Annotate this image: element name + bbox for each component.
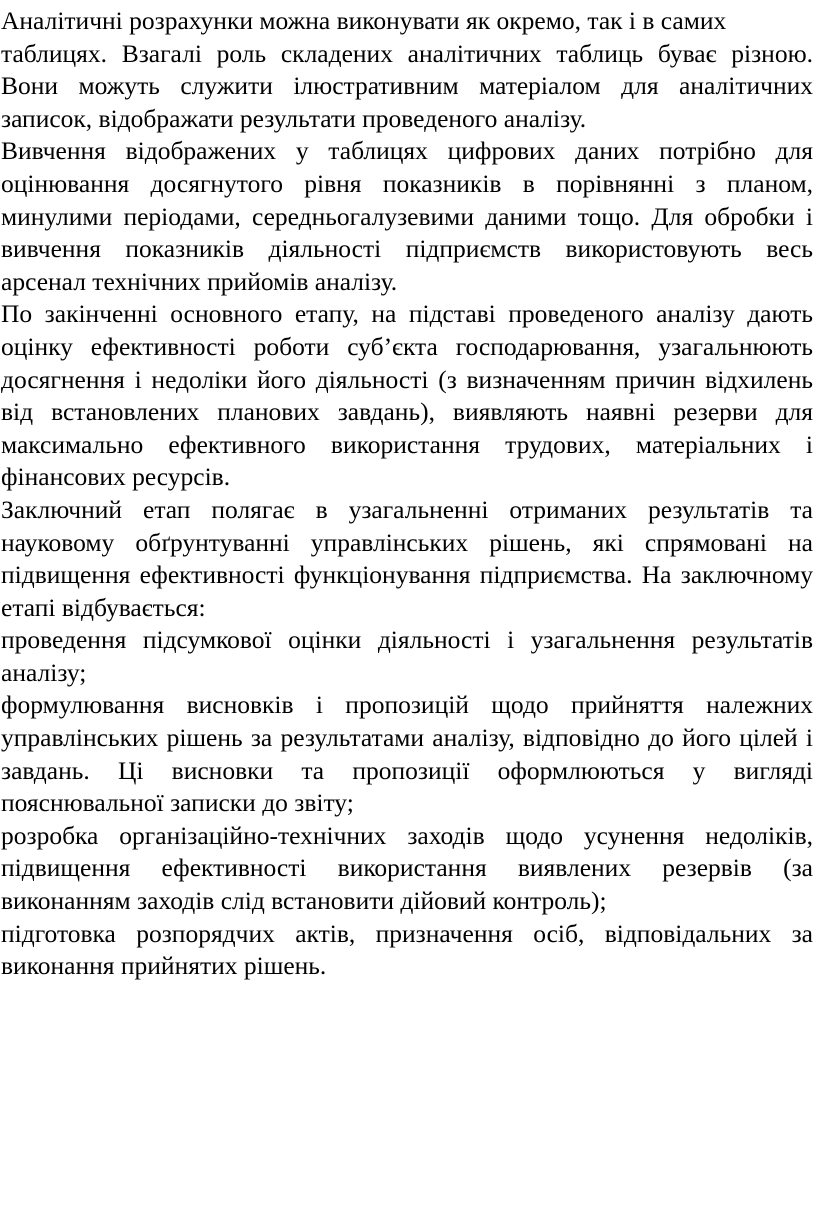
- paragraph-final-stage: [1, 494, 813, 624]
- paragraph-main-stage-completion: [1, 298, 813, 494]
- list-item-final-assessment: [1, 624, 813, 689]
- paragraph-line: Аналітичні розрахунки можна виконувати як окремо, так і в самих: [1, 6, 727, 35]
- paragraph-line: розробка організаційно-технічних заходів щодо усунення недоліків, підвищення ефективності використання виявлених резервів (за виконанням заходів слід встановити дійовий контроль);: [1, 820, 813, 916]
- paragraph-analytical-calculations: [1, 5, 813, 135]
- list-item-administrative-acts: [1, 918, 813, 983]
- list-item-measures: [1, 820, 813, 918]
- paragraph-table-data-study: [1, 135, 813, 298]
- paragraph-line: По закінченні основного етапу, на підставі проведеного аналізу дають оцінку ефективності роботи суб’єкта господарювання, узагальнюють досягнення і недоліки його діяльності (з визначенням причин відхилень від встановлених планових завдань), виявляють наявні резерви для максимально ефективного використання трудових, матеріальних і фінансових ресурсів.: [1, 299, 813, 492]
- paragraph-line: Заключний етап полягає в узагальненні отриманих результатів та науковому обґрунтуванні управлінських рішень, які спрямовані на підвищення ефективності функціонування підприємства. На заключному етапі відбувається:: [1, 494, 813, 622]
- paragraph-line: формулювання висновків і пропозицій щодо прийняття належних управлінських рішень за результатами аналізу, відповідно до його цілей і завдань. Ці висновки та пропозиції оформлюються у вигляді пояснювальної записки до звіту;: [1, 690, 813, 818]
- paragraph-line: таблицях. Взагалі роль складених аналітичних таблиць буває різною. Вони можуть служити ілюстративним матеріалом для аналітичних записок, відображати результати проведеного аналізу.: [1, 38, 813, 133]
- paragraph-line: проведення підсумкової оцінки діяльності і узагальнення результатів аналізу;: [1, 625, 813, 687]
- document-page: [1, 5, 813, 983]
- paragraph-line: підготовка розпорядчих актів, призначення осіб, відповідальних за виконання прийнятих рішень.: [1, 918, 813, 981]
- paragraph-line: Вивчення відображених у таблицях цифрових даних потрібно для оцінювання досягнутого рівня показників в порівнянні з планом, минулими періодами, середньогалузевими даними тощо. Для обробки і вивчення показників діяльності підприємств використовують весь арсенал технічних прийомів аналізу.: [1, 136, 813, 296]
- list-item-conclusions: [1, 689, 813, 819]
